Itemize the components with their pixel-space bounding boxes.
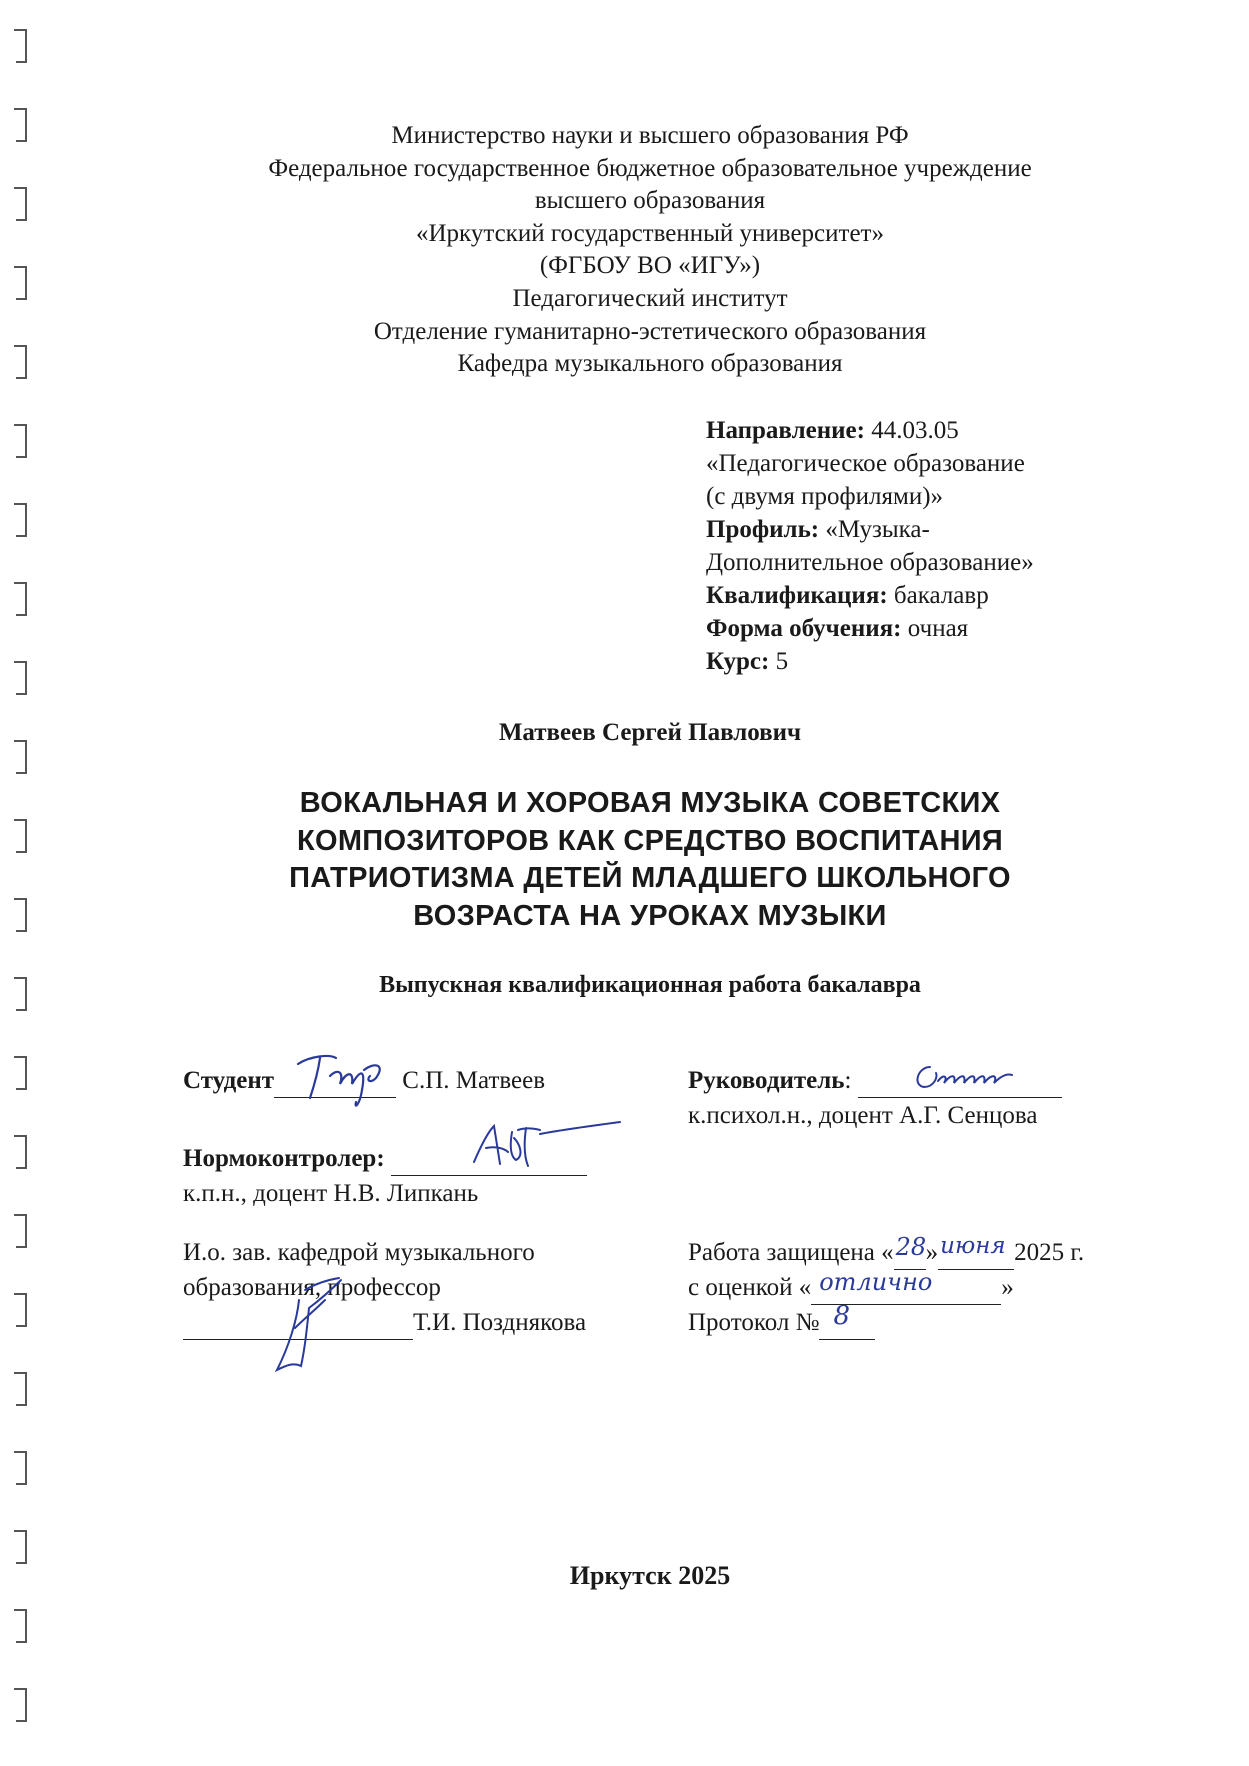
city-year: Иркутск 2025 bbox=[569, 1561, 731, 1590]
title-line: КОМПОЗИТОРОВ КАК СРЕДСТВО ВОСПИТАНИЯ bbox=[296, 824, 1004, 857]
binding-mark bbox=[14, 662, 26, 694]
program-info bbox=[706, 414, 1034, 678]
binding-mark bbox=[14, 1610, 26, 1642]
binding-mark bbox=[14, 109, 26, 141]
institution-header bbox=[150, 120, 1150, 381]
binding-mark bbox=[14, 425, 26, 457]
header-line: Педагогический институт bbox=[512, 284, 788, 312]
supervisor-label: Руководитель bbox=[688, 1067, 845, 1094]
binding-mark bbox=[14, 583, 26, 615]
grade-suffix: » bbox=[1001, 1274, 1014, 1301]
student-label: Студент bbox=[183, 1067, 275, 1094]
profile-value: «Музыка- bbox=[825, 516, 930, 543]
grade-row bbox=[688, 1268, 1014, 1305]
header-line: высшего образования bbox=[534, 187, 766, 215]
direction-label: Направление: bbox=[706, 417, 865, 444]
head-title-line: И.о. зав. кафедрой музыкального bbox=[183, 1239, 535, 1266]
normcontrol-handwritten-signature bbox=[460, 1118, 630, 1178]
student-handwritten-signature bbox=[290, 1050, 420, 1110]
qualification-value: бакалавр bbox=[893, 582, 989, 609]
protocol-row bbox=[688, 1301, 875, 1340]
course-value: 5 bbox=[775, 648, 789, 675]
header-line: Кафедра музыкального образования bbox=[457, 350, 843, 378]
protocol-handwritten: 8 bbox=[833, 1301, 850, 1331]
protocol-field bbox=[819, 1301, 875, 1340]
header-line: (ФГБОУ ВО «ИГУ») bbox=[539, 252, 761, 280]
defense-mid: » bbox=[925, 1239, 939, 1266]
binding-mark bbox=[14, 899, 26, 931]
binding-mark bbox=[14, 1057, 26, 1089]
binding-mark bbox=[14, 1452, 26, 1484]
binding-mark bbox=[14, 1531, 26, 1563]
profile-label: Профиль: bbox=[706, 516, 820, 543]
normcontrol-info: к.п.н., доцент Н.В. Липкань bbox=[183, 1180, 479, 1207]
binding-marks bbox=[8, 20, 38, 1750]
header-line: «Иркутский государственный университет» bbox=[416, 219, 884, 247]
binding-mark bbox=[14, 1689, 26, 1721]
supervisor-handwritten-signature bbox=[908, 1055, 1018, 1100]
day-handwritten: 28 bbox=[895, 1233, 927, 1261]
head-title-line: образования, профессор bbox=[183, 1274, 441, 1301]
binding-mark bbox=[14, 346, 26, 378]
head-handwritten-signature bbox=[255, 1270, 365, 1380]
header-line: Отделение гуманитарно-эстетического образования bbox=[373, 317, 927, 345]
binding-mark bbox=[14, 30, 26, 62]
title-line: ВОЗРАСТА НА УРОКАХ МУЗЫКИ bbox=[413, 899, 887, 932]
binding-mark bbox=[14, 1136, 26, 1168]
defense-date-row bbox=[688, 1233, 1085, 1270]
head-signature-row bbox=[183, 1307, 586, 1340]
head-name: Т.И. Позднякова bbox=[413, 1309, 587, 1336]
binding-mark bbox=[14, 267, 26, 299]
header-line: Министерство науки и высшего образования РФ bbox=[391, 122, 909, 149]
binding-mark bbox=[14, 1215, 26, 1247]
header-line: Федеральное государственное бюджетное образовательное учреждение bbox=[268, 154, 1032, 182]
day-field bbox=[894, 1233, 927, 1270]
thesis-title bbox=[150, 785, 1150, 935]
profile-value-line: Дополнительное образование» bbox=[706, 549, 1034, 576]
defense-year: 2025 г. bbox=[1014, 1239, 1085, 1266]
month-handwritten: июня bbox=[940, 1233, 1006, 1259]
course-label: Курс: bbox=[706, 648, 770, 675]
title-line: ПАТРИОТИЗМА ДЕТЕЙ МЛАДШЕГО ШКОЛЬНОГО bbox=[289, 862, 1011, 894]
binding-mark bbox=[14, 1373, 26, 1405]
month-field bbox=[938, 1233, 1014, 1270]
direction-name-line: «Педагогическое образование bbox=[706, 450, 1025, 477]
binding-mark bbox=[14, 741, 26, 773]
qualification-label: Квалификация: bbox=[706, 582, 888, 609]
supervisor-colon: : bbox=[844, 1067, 852, 1094]
title-line: ВОКАЛЬНАЯ И ХОРОВАЯ МУЗЫКА СОВЕТСКИХ bbox=[299, 787, 1001, 819]
work-type: Выпускная квалификационная работа бакалавра bbox=[379, 972, 921, 998]
grade-prefix: с оценкой « bbox=[688, 1274, 812, 1301]
protocol-prefix: Протокол № bbox=[688, 1309, 820, 1336]
supervisor-info: к.психол.н., доцент А.Г. Сенцова bbox=[688, 1102, 1038, 1129]
study-form-value: очная bbox=[907, 615, 969, 642]
study-form-label: Форма обучения: bbox=[706, 615, 902, 642]
normcontrol-label: Нормоконтролер: bbox=[183, 1145, 385, 1172]
author-name: Матвеев Сергей Павлович bbox=[498, 719, 802, 746]
binding-mark bbox=[14, 1294, 26, 1326]
student-name: С.П. Матвеев bbox=[402, 1067, 546, 1094]
direction-code: 44.03.05 bbox=[871, 417, 959, 444]
defense-prefix: Работа защищена « bbox=[688, 1239, 894, 1266]
binding-mark bbox=[14, 504, 26, 536]
binding-mark bbox=[14, 820, 26, 852]
binding-mark bbox=[14, 188, 26, 220]
direction-name-line: (с двумя профилями)» bbox=[706, 483, 944, 510]
grade-handwritten: отлично bbox=[819, 1268, 933, 1296]
binding-mark bbox=[14, 978, 26, 1010]
